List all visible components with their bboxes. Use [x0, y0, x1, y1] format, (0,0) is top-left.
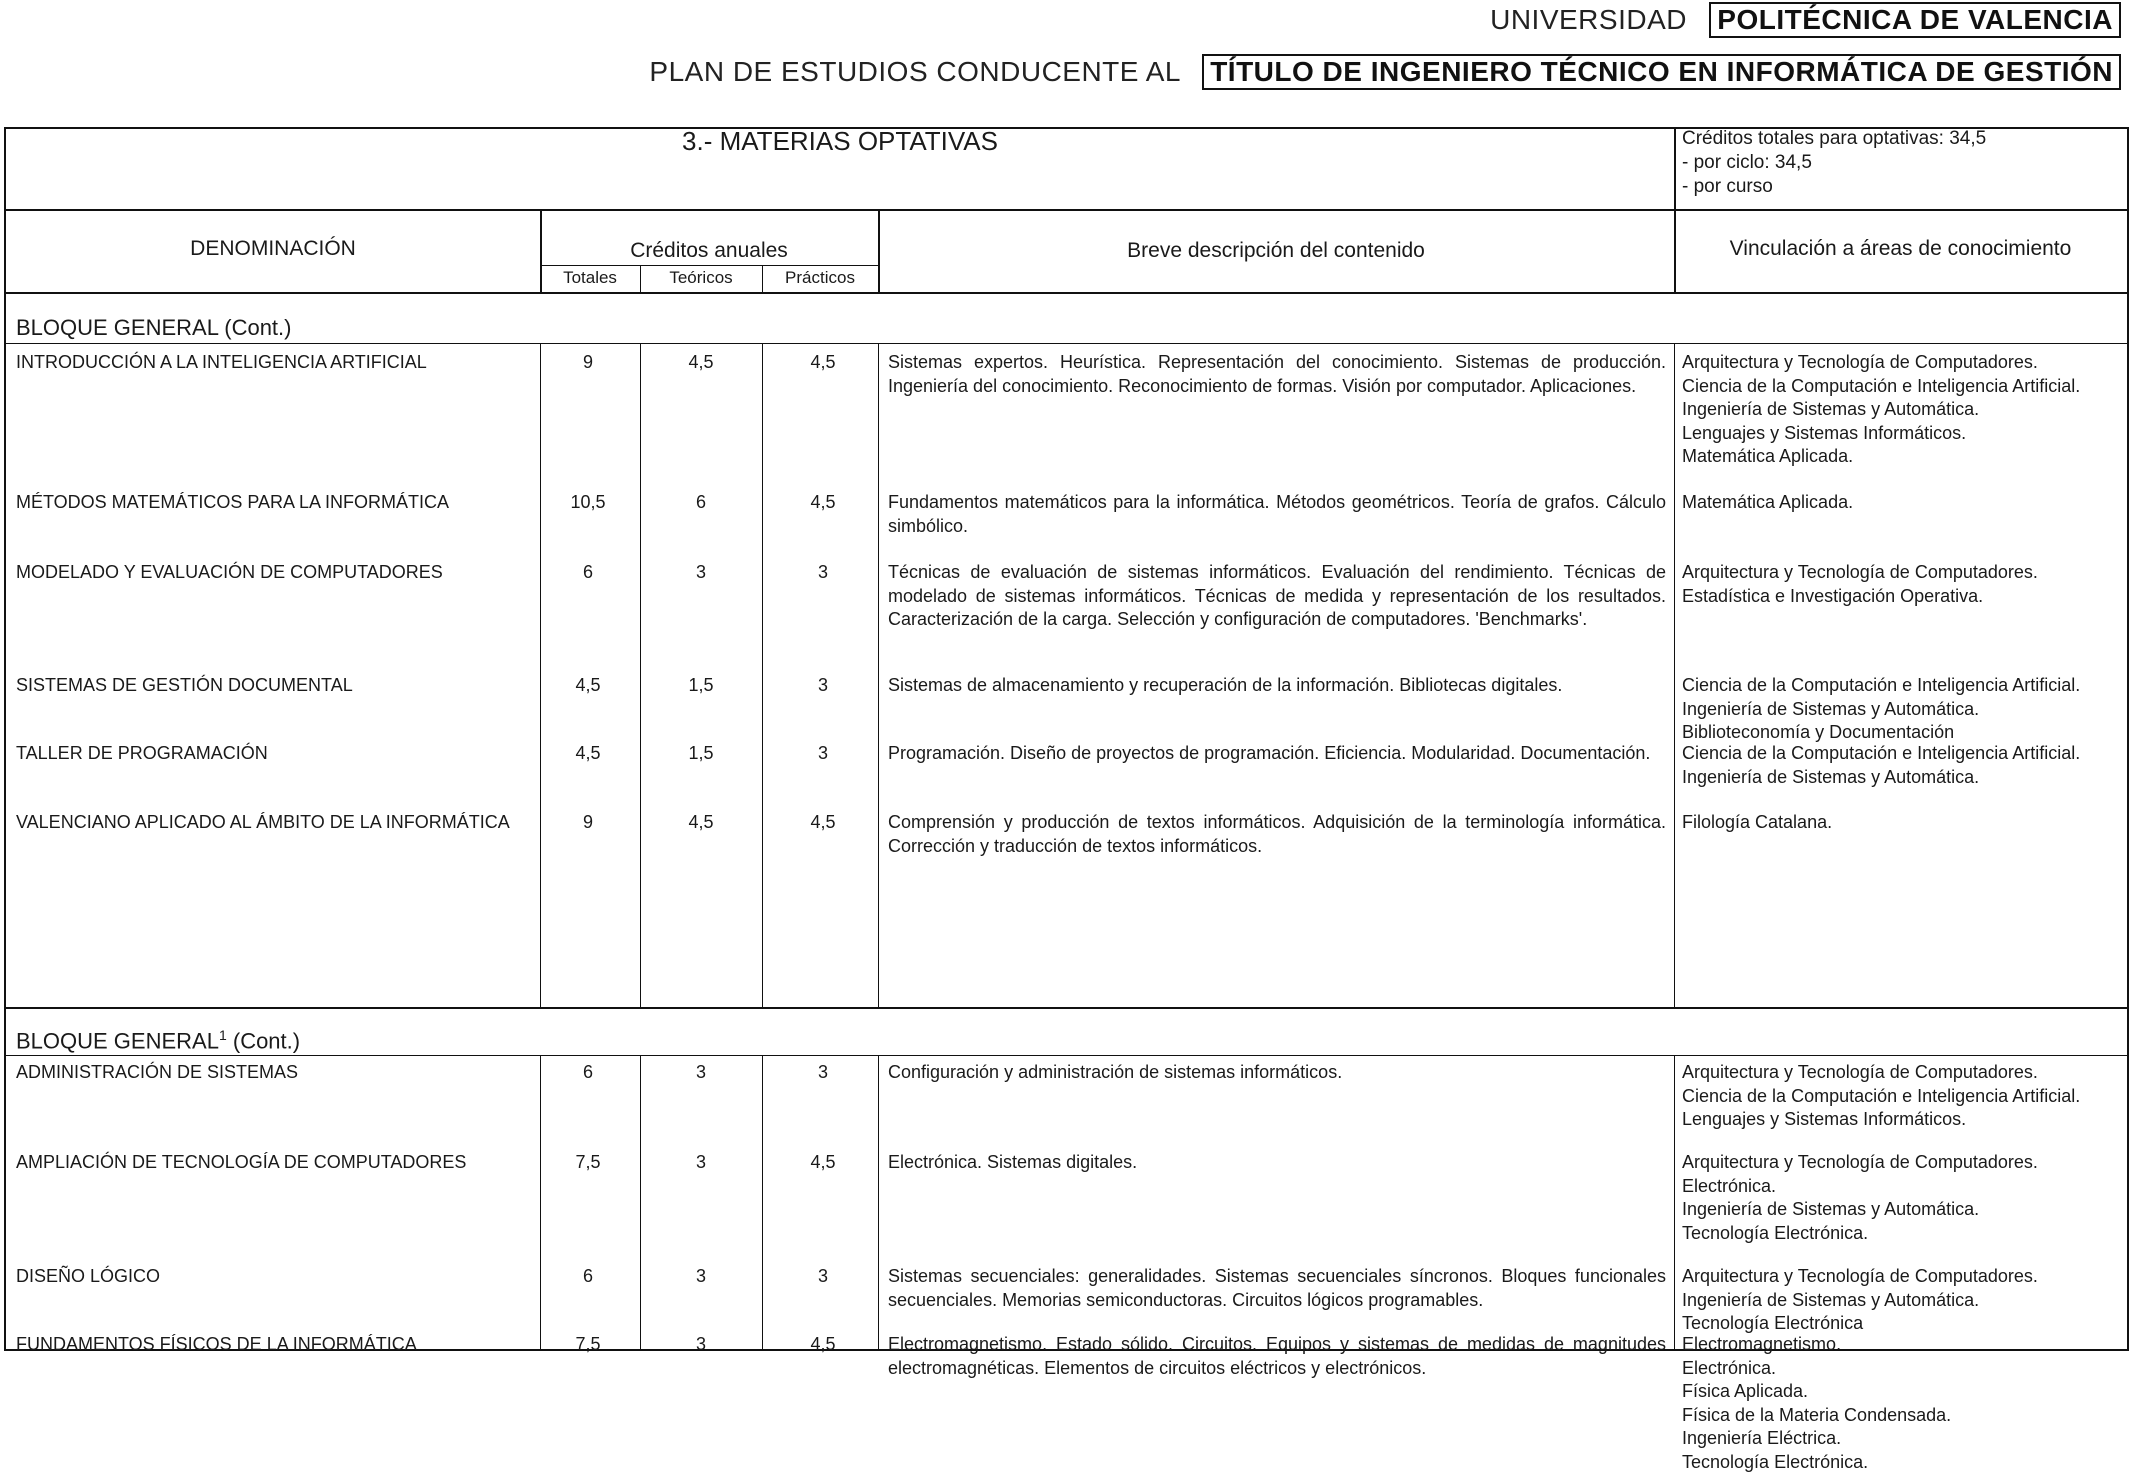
credits-total: 7,5: [540, 1151, 636, 1175]
knowledge-areas: [1682, 1151, 2122, 1245]
block-divider: [6, 1007, 2127, 1009]
knowledge-areas: [1682, 491, 2122, 515]
col-name-header: DENOMINACIÓN: [6, 237, 540, 261]
section-title: 3.- MATERIAS OPTATIVAS: [6, 126, 1674, 157]
course-description: Configuración y administración de sistemas informáticos.: [888, 1061, 1666, 1085]
credits-practice: 3: [764, 1265, 882, 1289]
credits-total: 6: [540, 1265, 636, 1289]
university-line: [1490, 2, 2121, 38]
credits-total: Créditos totales para optativas: 34,5: [1682, 127, 1986, 151]
credits-theory: 3: [642, 1265, 760, 1289]
course-description: Programación. Diseño de proyectos de programación. Eficiencia. Modularidad. Documentación.: [888, 742, 1666, 766]
knowledge-area: Tecnología Electrónica: [1682, 1312, 2122, 1336]
course-name: TALLER DE PROGRAMACIÓN: [16, 742, 536, 766]
degree-title: TÍTULO DE INGENIERO TÉCNICO EN INFORMÁTICA DE GESTIÓN: [1202, 54, 2121, 90]
course-name: MÉTODOS MATEMÁTICOS PARA LA INFORMÁTICA: [16, 491, 536, 515]
knowledge-area: Ciencia de la Computación e Inteligencia Artificial.: [1682, 375, 2122, 399]
course-description: Fundamentos matemáticos para la informática. Métodos geométricos. Teoría de grafos. Cálculo simbólico.: [888, 491, 1666, 538]
course-name: INTRODUCCIÓN A LA INTELIGENCIA ARTIFICIAL: [16, 351, 536, 375]
knowledge-area: Física de la Materia Condensada.: [1682, 1404, 2122, 1428]
knowledge-area: Matemática Aplicada.: [1682, 491, 2122, 515]
knowledge-areas: [1682, 1061, 2122, 1132]
knowledge-area: Ingeniería de Sistemas y Automática.: [1682, 1198, 2122, 1222]
knowledge-area: Física Aplicada.: [1682, 1380, 2122, 1404]
credits-practice: 3: [764, 742, 882, 766]
col-line: [762, 343, 763, 1007]
block-title-text: BLOQUE GENERAL: [16, 1028, 219, 1053]
col-line: [1674, 1055, 1675, 1349]
block-title-text: BLOQUE GENERAL (Cont.): [16, 315, 291, 340]
university-name: POLITÉCNICA DE VALENCIA: [1709, 2, 2121, 38]
header-bottom-line: [6, 292, 2127, 294]
credits-theory: 4,5: [642, 811, 760, 835]
col-theory-header: Teóricos: [640, 268, 762, 288]
credits-theory: 3: [642, 1151, 760, 1175]
knowledge-area: Biblioteconomía y Documentación: [1682, 721, 2122, 745]
knowledge-areas: [1682, 674, 2122, 745]
plan-label: PLAN DE ESTUDIOS CONDUCENTE AL: [649, 56, 1180, 87]
credits-practice: 4,5: [764, 811, 882, 835]
credits-practice: 3: [764, 674, 882, 698]
credits-practice: 3: [764, 1061, 882, 1085]
credits-practice: 4,5: [764, 1333, 882, 1357]
credits-sub-divider: [540, 265, 878, 266]
knowledge-area: Electromagnetismo.: [1682, 1333, 2122, 1357]
knowledge-area: Arquitectura y Tecnología de Computadores.: [1682, 561, 2122, 585]
credits-total: 9: [540, 811, 636, 835]
col-line: [1674, 343, 1675, 1007]
knowledge-area: Lenguajes y Sistemas Informáticos.: [1682, 422, 2122, 446]
course-description: Sistemas de almacenamiento y recuperación de la información. Bibliotecas digitales.: [888, 674, 1666, 698]
knowledge-area: Electrónica.: [1682, 1175, 2122, 1199]
course-name: AMPLIACIÓN DE TECNOLOGÍA DE COMPUTADORES: [16, 1151, 536, 1175]
col-practice-header: Prácticos: [762, 268, 878, 288]
knowledge-area: Ingeniería Eléctrica.: [1682, 1427, 2122, 1451]
title-col-divider: [1674, 129, 1676, 292]
course-name: ADMINISTRACIÓN DE SISTEMAS: [16, 1061, 536, 1085]
footnote-marker: 1: [219, 1027, 227, 1043]
university-label: UNIVERSIDAD: [1490, 4, 1687, 35]
knowledge-area: Ingeniería de Sistemas y Automática.: [1682, 1289, 2122, 1313]
knowledge-area: Ingeniería de Sistemas y Automática.: [1682, 698, 2122, 722]
credits-theory: 3: [642, 1333, 760, 1357]
credits-theory: 4,5: [642, 351, 760, 375]
col-line: [640, 1055, 641, 1349]
credits-practice: 4,5: [764, 491, 882, 515]
knowledge-area: Ciencia de la Computación e Inteligencia Artificial.: [1682, 742, 2122, 766]
course-name: DISEÑO LÓGICO: [16, 1265, 536, 1289]
col-description-header: Breve descripción del contenido: [878, 239, 1674, 263]
credits-practice: 3: [764, 561, 882, 585]
credits-total: 10,5: [540, 491, 636, 515]
credits-practice: 4,5: [764, 1151, 882, 1175]
title-row-divider: [6, 209, 2127, 211]
knowledge-areas: [1682, 1265, 2122, 1336]
credits-total: 6: [540, 1061, 636, 1085]
course-name: FUNDAMENTOS FÍSICOS DE LA INFORMÁTICA: [16, 1333, 536, 1357]
col-line: [878, 1055, 879, 1349]
knowledge-areas: [1682, 811, 2122, 835]
course-name: VALENCIANO APLICADO AL ÁMBITO DE LA INFORMÁTICA: [16, 811, 536, 835]
course-description: Sistemas secuenciales: generalidades. Sistemas secuenciales síncronos. Bloques funcionales secuenciales. Memorias semiconductoras. Circuitos lógicos programables.: [888, 1265, 1666, 1312]
knowledge-area: Ciencia de la Computación e Inteligencia Artificial.: [1682, 674, 2122, 698]
credits-summary: [1682, 127, 1986, 199]
col-areas-header: Vinculación a áreas de conocimiento: [1674, 237, 2127, 261]
block-divider: [6, 1055, 2127, 1056]
col-credits-header: Créditos anuales: [540, 239, 878, 263]
knowledge-area: Ingeniería de Sistemas y Automática.: [1682, 398, 2122, 422]
credits-theory: 1,5: [642, 674, 760, 698]
block-title-suffix: (Cont.): [227, 1028, 300, 1053]
col-line: [640, 343, 641, 1007]
knowledge-areas: [1682, 742, 2122, 789]
credits-theory: 1,5: [642, 742, 760, 766]
credits-total: 6: [540, 561, 636, 585]
credits-total: 9: [540, 351, 636, 375]
knowledge-area: Arquitectura y Tecnología de Computadores.: [1682, 1061, 2122, 1085]
credits-practice: 4,5: [764, 351, 882, 375]
credits-per-cycle: - por ciclo: 34,5: [1682, 151, 1986, 175]
courses-table: [4, 127, 2129, 1351]
knowledge-area: Lenguajes y Sistemas Informáticos.: [1682, 1108, 2122, 1132]
credits-total: 4,5: [540, 742, 636, 766]
knowledge-area: Filología Catalana.: [1682, 811, 2122, 835]
course-description: Técnicas de evaluación de sistemas informáticos. Evaluación del rendimiento. Técnicas de modelado de sistemas informáticos. Técnicas de medida y representación de los resultados. Caracterización de la carga. Selección y configuración de computadores. 'Benchmarks'.: [888, 561, 1666, 632]
credits-total: 4,5: [540, 674, 636, 698]
knowledge-areas: [1682, 1333, 2122, 1474]
knowledge-areas: [1682, 351, 2122, 469]
credits-theory: 6: [642, 491, 760, 515]
knowledge-area: Matemática Aplicada.: [1682, 445, 2122, 469]
col-line: [540, 1055, 541, 1349]
course-description: Comprensión y producción de textos informáticos. Adquisición de la terminología informática. Corrección y traducción de textos informáticos.: [888, 811, 1666, 858]
plan-line: [649, 54, 2121, 90]
knowledge-area: Tecnología Electrónica.: [1682, 1451, 2122, 1474]
block-divider: [6, 343, 2127, 344]
credits-theory: 3: [642, 561, 760, 585]
block-title: [16, 315, 291, 341]
knowledge-area: Arquitectura y Tecnología de Computadores.: [1682, 1151, 2122, 1175]
course-description: Sistemas expertos. Heurística. Representación del conocimiento. Sistemas de producción. Ingeniería del conocimiento. Reconocimiento de formas. Visión por computador. Aplicaciones.: [888, 351, 1666, 398]
knowledge-area: Arquitectura y Tecnología de Computadores.: [1682, 351, 2122, 375]
col-line: [762, 1055, 763, 1349]
course-description: Electrónica. Sistemas digitales.: [888, 1151, 1666, 1175]
course-description: Electromagnetismo. Estado sólido. Circuitos. Equipos y sistemas de medidas de magnitudes electromagnéticas. Elementos de circuitos eléctricos y electrónicos.: [888, 1333, 1666, 1380]
course-name: SISTEMAS DE GESTIÓN DOCUMENTAL: [16, 674, 536, 698]
knowledge-area: Arquitectura y Tecnología de Computadores.: [1682, 1265, 2122, 1289]
credits-total: 7,5: [540, 1333, 636, 1357]
course-name: MODELADO Y EVALUACIÓN DE COMPUTADORES: [16, 561, 536, 585]
knowledge-area: Ciencia de la Computación e Inteligencia Artificial.: [1682, 1085, 2122, 1109]
knowledge-area: Tecnología Electrónica.: [1682, 1222, 2122, 1246]
knowledge-area: Electrónica.: [1682, 1357, 2122, 1381]
col-totals-header: Totales: [540, 268, 640, 288]
knowledge-area: Estadística e Investigación Operativa.: [1682, 585, 2122, 609]
block-title: [16, 1027, 300, 1054]
knowledge-areas: [1682, 561, 2122, 608]
credits-per-course: - por curso: [1682, 175, 1986, 199]
knowledge-area: Ingeniería de Sistemas y Automática.: [1682, 766, 2122, 790]
credits-theory: 3: [642, 1061, 760, 1085]
